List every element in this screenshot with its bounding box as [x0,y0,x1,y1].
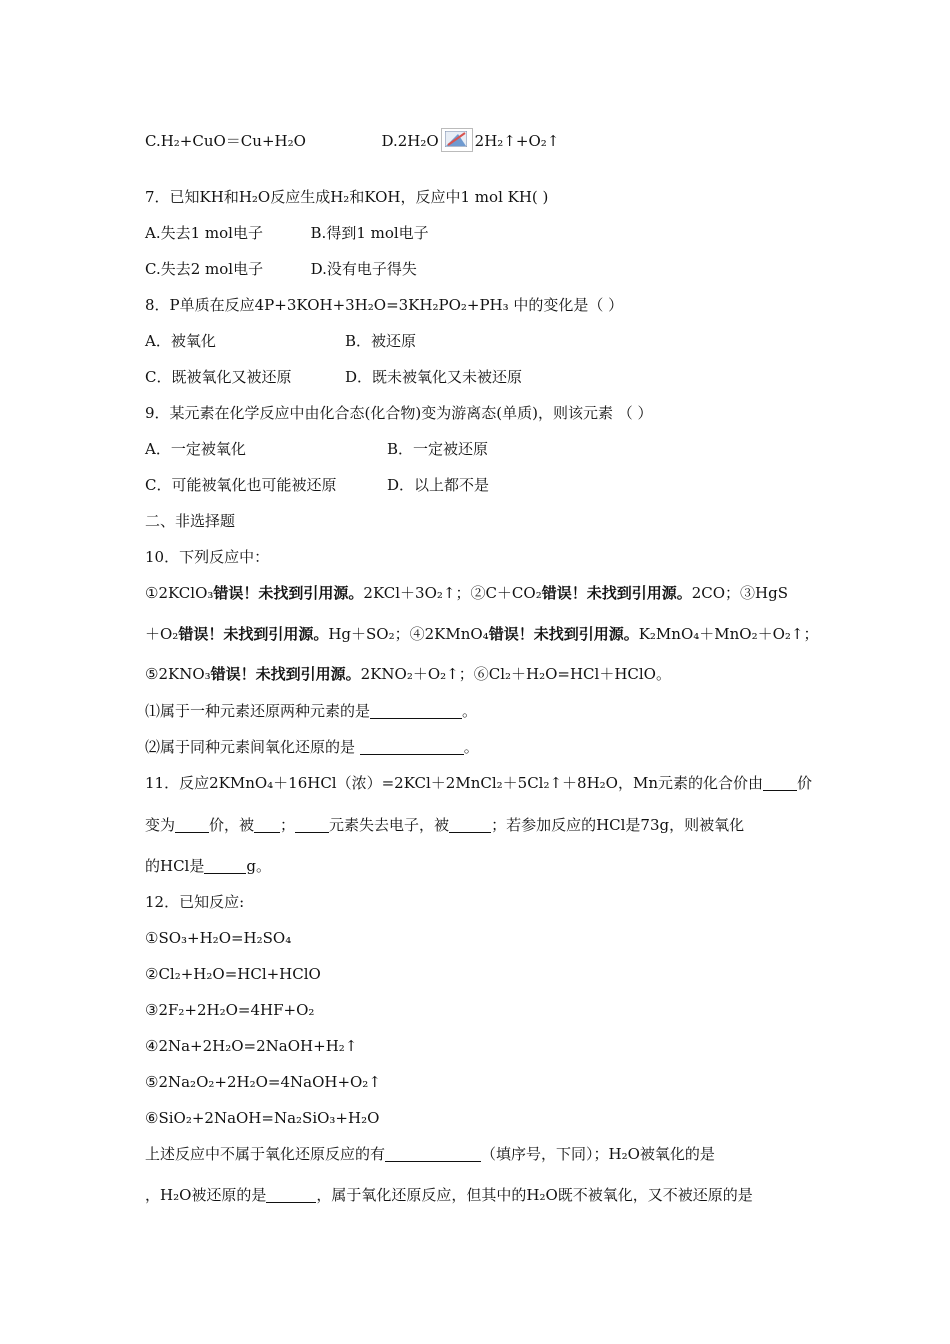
q8-options-cd [145,367,522,387]
answer-blank[interactable] [266,1188,316,1203]
q9-options-cd [145,475,489,495]
q8-option-b: B．被还原 [345,332,417,350]
q9-option-c: C．可能被氧化也可能被还原 [145,476,337,494]
q7-option-c: C.失去2 mol电子 [145,260,264,278]
q12-reaction: ③2F₂+2H₂O=4HF+O₂ [145,1001,315,1019]
q7-option-b: B.得到1 mol电子 [310,224,429,242]
q12-stem: 12．已知反应: [145,893,245,911]
q8-stem: 8．P单质在反应4P+3KOH+3H₂O=3KH₂PO₂+PH₃ 中的变化是（ ） [145,296,624,314]
q9-option-a: A．一定被氧化 [145,440,246,458]
answer-blank[interactable] [763,776,797,791]
q10-reactions-line1: ①2KClO₃错误！未找到引用源。2KCl＋3O₂↑；②C＋CO₂错误！未找到引用源。2CO；③HgS [145,584,789,602]
answer-blank[interactable] [204,859,246,874]
q7-option-a: A.失去1 mol电子 [145,224,263,242]
q12-reaction: ②Cl₂+H₂O=HCl+HClO [145,965,321,983]
q6-options-row [145,128,559,152]
q9-stem: 9．某元素在化学反应中由化合态(化合物)变为游离态(单质)，则该元素 （ ） [145,404,653,422]
answer-blank[interactable] [449,818,491,833]
answer-blank[interactable] [175,818,209,833]
q11-line3: 的HCl是 g。 [145,857,271,875]
q6-option-c: C.H₂+CuO＝Cu+H₂O [145,132,306,150]
broken-image-icon [441,128,473,152]
section-heading: 二、非选择题 [145,512,236,530]
answer-blank[interactable] [370,704,462,719]
q10-stem: 10．下列反应中： [145,548,270,566]
q6-option-d-right: 2H₂↑+O₂↑ [474,132,560,150]
q12-reaction: ④2Na+2H₂O=2NaOH+H₂↑ [145,1037,358,1055]
answer-blank[interactable] [360,740,464,755]
q10-part2: ⑵属于同种元素间氧化还原的是 。 [145,738,479,756]
q7-options-ab [145,223,429,243]
reference-error: 错误！未找到引用源。 [210,665,361,683]
q9-options-ab [145,439,488,459]
reference-error: 错误！未找到引用源。 [178,625,329,643]
q7-stem: 7．已知KH和H₂O反应生成H₂和KOH，反应中1 mol KH( ) [145,188,549,206]
reference-error: 错误！未找到引用源。 [488,625,639,643]
q12-reaction: ⑤2Na₂O₂+2H₂O=4NaOH+O₂↑ [145,1073,381,1091]
q12-reaction: ①SO₃+H₂O=H₂SO₄ [145,929,292,947]
q8-options-ab [145,331,416,351]
answer-blank[interactable] [295,818,329,833]
reference-error: 错误！未找到引用源。 [213,584,364,602]
q12-line1: 上述反应中不属于氧化还原反应的有 （填序号，下同）；H₂O被氧化的是 [145,1145,715,1163]
q11-line1: 11．反应2KMnO₄＋16HCl（浓）=2KCl＋2MnCl₂＋5Cl₂↑＋8H₂O，Mn元素的化合价由 价 [145,774,813,792]
q10-reactions-line3: ⑤2KNO₃错误！未找到引用源。2KNO₂＋O₂↑；⑥Cl₂＋H₂O=HCl＋HClO。 [145,665,671,683]
q10-part1: ⑴属于一种元素还原两种元素的是 。 [145,702,478,720]
q9-option-d: D．以上都不是 [387,476,490,494]
q8-option-c: C．既被氧化又被还原 [145,368,292,386]
q7-options-cd [145,259,417,279]
q11-line2: 变为 价，被 ； 元素失去电子，被 ；若参加反应的HCl是73g，则被氧化 [145,816,745,834]
q7-option-d: D.没有电子得失 [310,260,417,278]
q10-reactions-line2: ＋O₂错误！未找到引用源。Hg＋SO₂；④2KMnO₄错误！未找到引用源。K₂MnO₄＋MnO₂＋O₂↑； [145,625,819,643]
answer-blank[interactable] [385,1147,481,1162]
q9-option-b: B．一定被还原 [387,440,489,458]
q8-option-d: D．既未被氧化又未被还原 [345,368,523,386]
answer-blank[interactable] [254,818,280,833]
q6-option-d-left: D.2H₂O [381,132,439,150]
q8-option-a: A．被氧化 [145,332,216,350]
q12-reaction: ⑥SiO₂+2NaOH=Na₂SiO₃+H₂O [145,1109,380,1127]
q12-line2: ，H₂O被还原的是 ，属于氧化还原反应，但其中的H₂O既不被氧化，又不被还原的是 [145,1186,753,1204]
reference-error: 错误！未找到引用源。 [541,584,692,602]
